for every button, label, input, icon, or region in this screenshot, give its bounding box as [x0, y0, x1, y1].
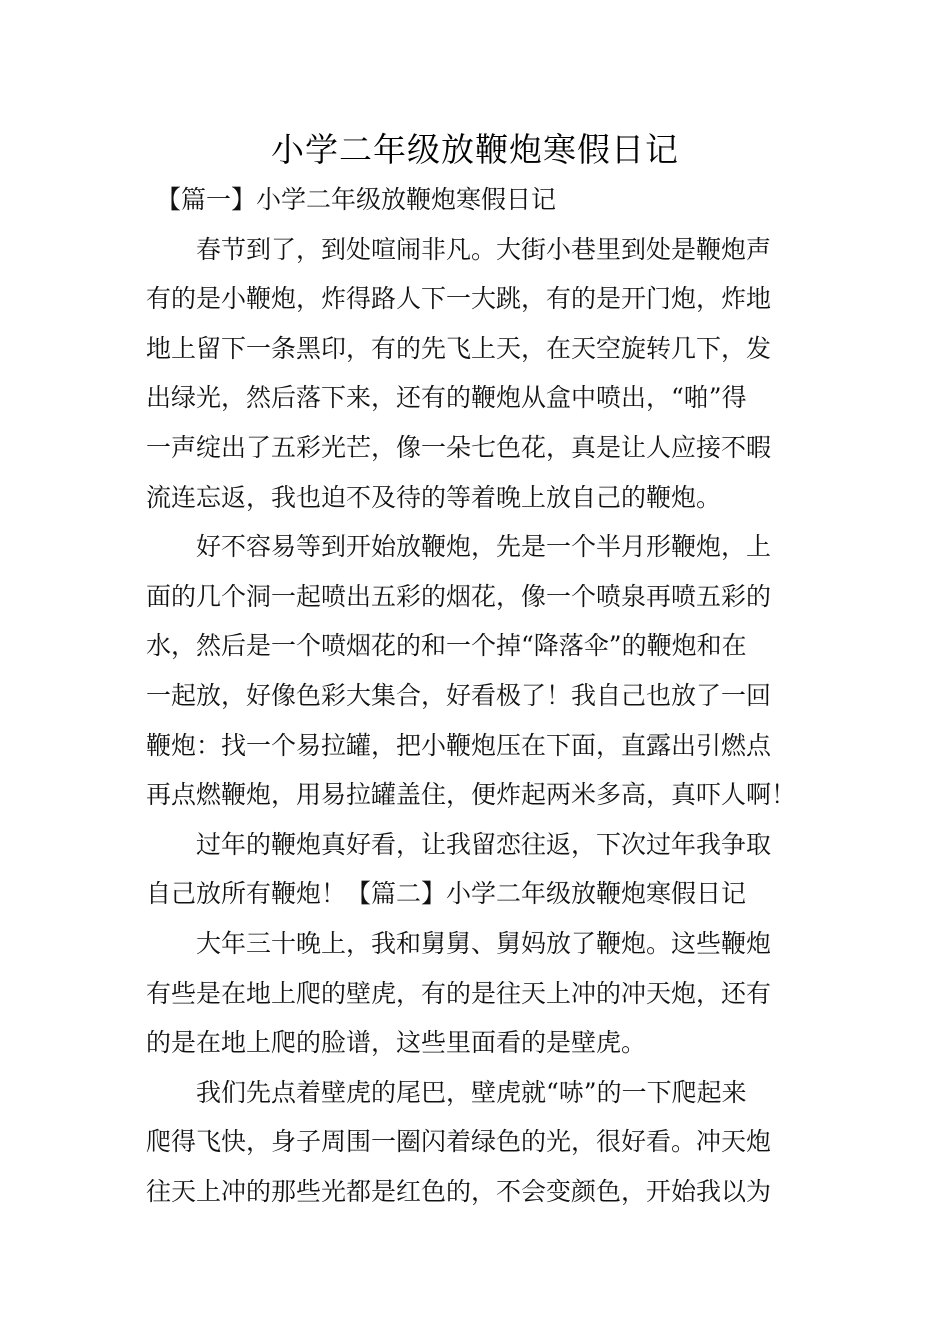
document-body	[146, 175, 806, 1216]
text-line: 爬得飞快，身子周围一圈闪着绿色的光，很好看。冲天炮	[146, 1127, 772, 1157]
text-line: 过年的鞭炮真好看，让我留恋往返，下次过年我争取	[196, 829, 772, 859]
text-line: 再点燃鞭炮，用易拉罐盖住，便炸起两米多高，真吓人啊！	[146, 780, 797, 810]
text-line: 大年三十晚上，我和舅舅、舅妈放了鞭炮。这些鞭炮	[196, 928, 772, 958]
text-line: 水，然后是一个喷烟花的和一个掉“降落伞”的鞭炮和在	[146, 631, 747, 661]
text-line: 往天上冲的那些光都是红色的，不会变颜色，开始我以为	[146, 1176, 772, 1206]
text-line: 鞭炮：找一个易拉罐，把小鞭炮压在下面，直露出引燃点	[146, 730, 772, 760]
text-line: 自己放所有鞭炮！【篇二】小学二年级放鞭炮寒假日记	[146, 879, 747, 909]
text-line: 的是在地上爬的脸谱，这些里面看的是壁虎。	[146, 1028, 647, 1058]
text-line: 有些是在地上爬的壁虎，有的是往天上冲的冲天炮，还有	[146, 978, 772, 1008]
section-heading-1: 【篇一】小学二年级放鞭炮寒假日记	[156, 185, 557, 214]
text-line: 一声绽出了五彩光芒，像一朵七色花，真是让人应接不暇	[146, 432, 772, 462]
document-title: 小学二年级放鞭炮寒假日记	[271, 130, 679, 169]
text-line: 流连忘返，我也迫不及待的等着晚上放自己的鞭炮。	[146, 482, 722, 512]
text-line: 地上留下一条黑印，有的先飞上天，在天空旋转几下，发	[146, 333, 772, 363]
text-line: 有的是小鞭炮，炸得路人下一大跳，有的是开门炮，炸地	[146, 284, 772, 314]
text-line: 春节到了，到处喧闹非凡。大街小巷里到处是鞭炮声	[196, 234, 772, 264]
text-line: 出绿光，然后落下来，还有的鞭炮从盒中喷出，“啪”得	[146, 383, 747, 413]
text-line: 好不容易等到开始放鞭炮，先是一个半月形鞭炮，上	[196, 532, 772, 562]
text-line: 面的几个洞一起喷出五彩的烟花，像一个喷泉再喷五彩的	[146, 581, 772, 611]
text-line: 一起放，好像色彩大集合，好看极了！我自己也放了一回	[146, 680, 772, 710]
text-line: 我们先点着壁虎的尾巴，壁虎就“哧”的一下爬起来	[196, 1077, 747, 1107]
